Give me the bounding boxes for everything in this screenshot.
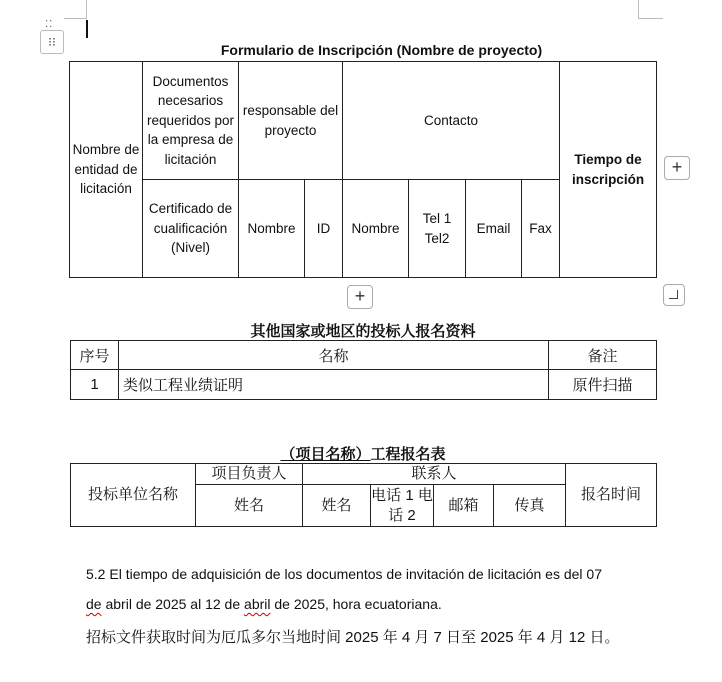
table-resize-handle[interactable] <box>663 284 685 306</box>
add-row-button[interactable]: + <box>347 285 373 309</box>
zh-reg-sub-fax: 传真 <box>494 485 566 527</box>
zh-reg-title-suffix: 工程报名表 <box>370 446 446 463</box>
zh-reg-col-time: 报名时间 <box>566 464 657 527</box>
es-sub-nombre-contacto: Nombre <box>343 180 409 278</box>
es-table-title: Formulario de Inscripción (Nombre de proyecto) <box>220 42 543 58</box>
es-sub-nombre-resp: Nombre <box>239 180 305 278</box>
zh-reg-col-leader: 项目负责人 <box>196 464 303 485</box>
zh-other-table <box>70 340 657 400</box>
es-registration-table <box>69 61 657 278</box>
zh-reg-sub-phone: 电话 1 电话 2 <box>371 485 434 527</box>
text-cursor <box>86 20 88 38</box>
spell-flag-abril: abril <box>244 596 271 612</box>
es-col-contacto: Contacto <box>343 62 560 180</box>
es-sub-email: Email <box>466 180 522 278</box>
zh-reg-sub-contact-name: 姓名 <box>303 485 371 527</box>
zh-other-col-note: 备注 <box>549 341 657 370</box>
es-sub-tel: Tel 1 Tel2 <box>409 180 466 278</box>
zh-other-row-note: 原件扫描 <box>549 370 657 400</box>
zh-reg-title-project: （项目名称） <box>280 446 371 463</box>
move-handle-icon: ⁝⁝ <box>48 35 56 49</box>
paragraph-line-3: 招标文件获取时间为厄瓜多尔当地时间 2025 年 4 月 7 日至 2025 年 4 月 12 日。 <box>86 629 620 646</box>
paragraph-line-2 <box>86 596 442 612</box>
page-corner-mark-left <box>64 0 87 19</box>
table-move-handle[interactable] <box>40 30 64 54</box>
zh-reg-col-contact: 联系人 <box>303 464 566 485</box>
zh-other-table-title: 其他国家或地区的投标人报名资料 <box>250 323 476 340</box>
es-col-docs: Documentos necesarios requeridos por la empresa de licitación <box>143 62 239 180</box>
resize-corner-icon <box>669 290 678 299</box>
zh-reg-sub-mail: 邮箱 <box>434 485 494 527</box>
es-sub-fax: Fax <box>522 180 560 278</box>
paragraph-line-1: 5.2 El tiempo de adquisición de los documentos de invitación de licitación es del 07 <box>86 566 602 582</box>
zh-reg-table-title <box>70 443 656 464</box>
es-col-entity: Nombre de entidad de licitación <box>70 62 143 278</box>
es-col-responsable: responsable del proyecto <box>239 62 343 180</box>
zh-other-col-no: 序号 <box>71 341 119 370</box>
add-column-button[interactable]: + <box>664 156 690 180</box>
paragraph-line-2-mid: abril de 2025 al 12 de <box>101 596 245 612</box>
zh-other-col-name: 名称 <box>119 341 549 370</box>
zh-reg-table <box>70 463 657 527</box>
paragraph-line-2-end: de 2025, hora ecuatoriana. <box>270 596 442 612</box>
drag-dots-icon[interactable]: ⁚⁚ <box>45 19 54 30</box>
es-col-tiempo: Tiempo de inscripción <box>560 62 657 278</box>
zh-other-row-no: 1 <box>71 370 119 400</box>
zh-reg-sub-leader-name: 姓名 <box>196 485 303 527</box>
zh-reg-col-bidder: 投标单位名称 <box>71 464 196 527</box>
spell-flag-de: de <box>86 596 102 612</box>
page-corner-mark-right <box>638 0 663 19</box>
es-sub-certificado: Certificado de cualificación (Nivel) <box>143 180 239 278</box>
zh-other-row-name: 类似工程业绩证明 <box>119 370 549 400</box>
es-sub-id: ID <box>305 180 343 278</box>
